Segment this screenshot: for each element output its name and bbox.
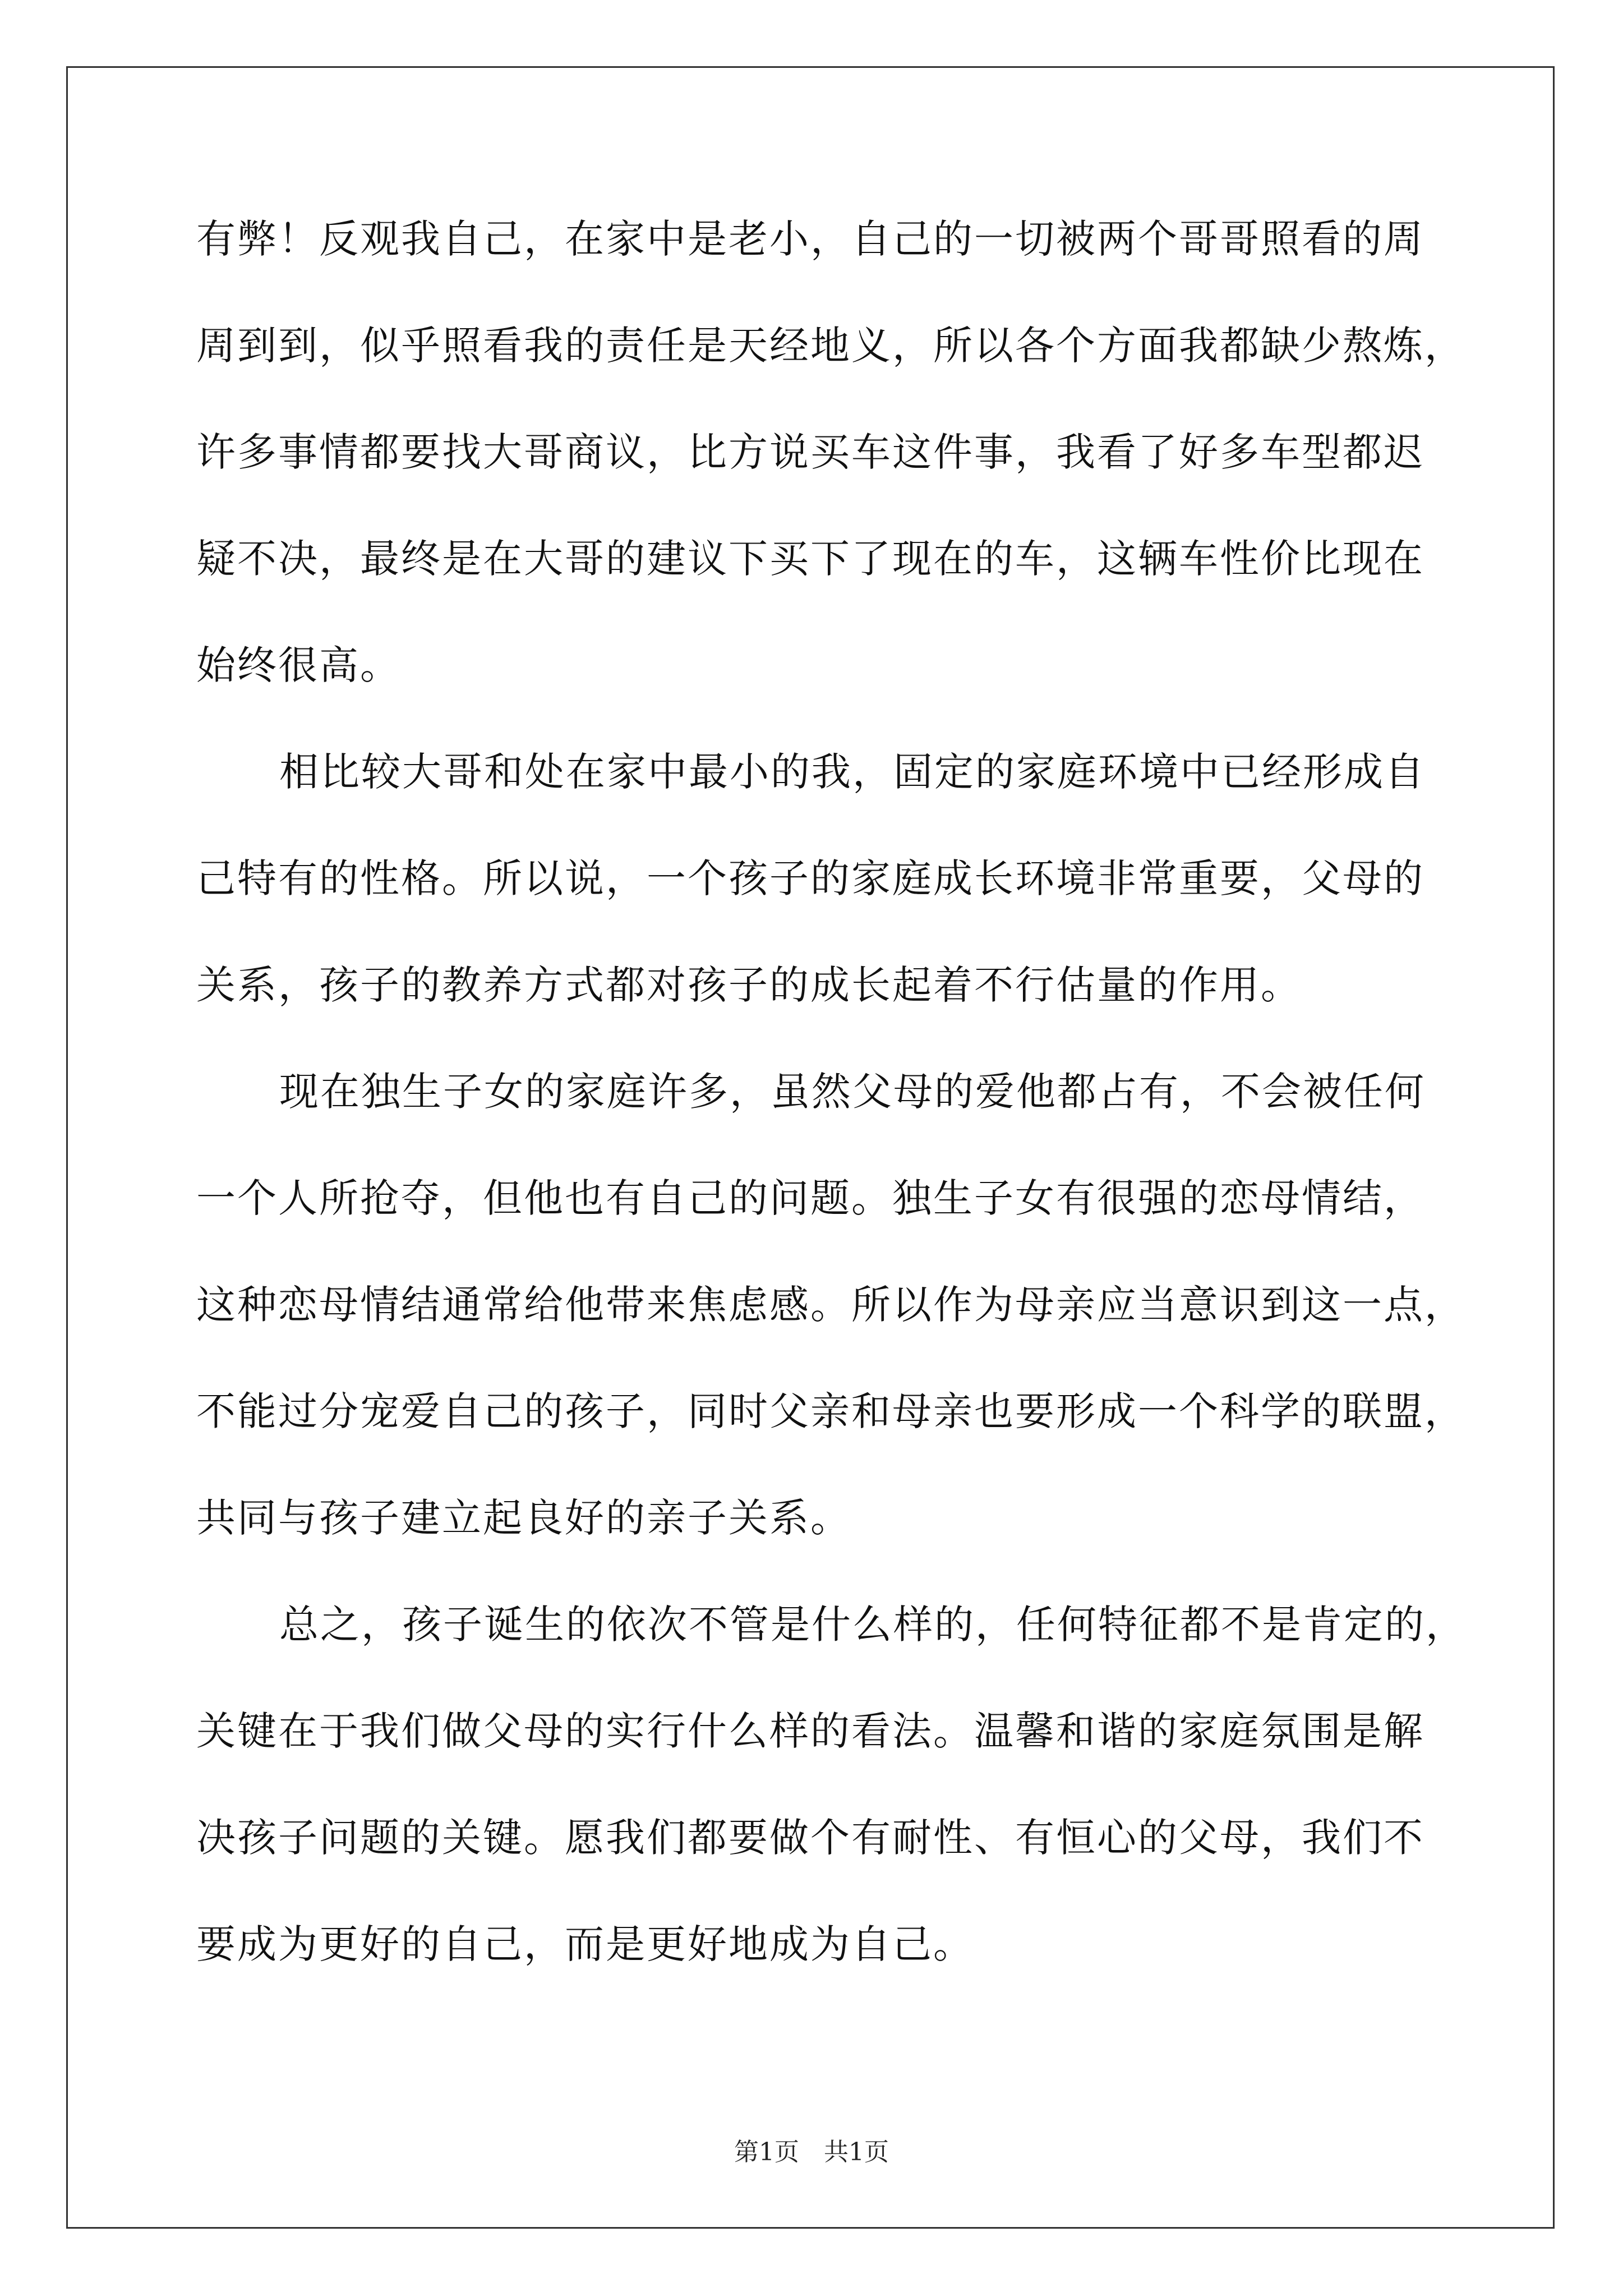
page-border — [66, 66, 1555, 2229]
text-line: 始终很高。 — [196, 642, 401, 688]
text-line: 己特有的性格。所以说，一个孩子的家庭成长环境非常重要，父母的 — [196, 855, 1424, 901]
text-line: 总之，孩子诞生的依次不管是什么样的，任何特征都不是肯定的， — [279, 1602, 1467, 1648]
text-line: 一个人所抢夺，但他也有自己的问题。独生子女有很强的恋母情结， — [196, 1175, 1424, 1221]
page-number-footer: 第1页 共1页 — [734, 2138, 889, 2166]
text-line: 有弊！反观我自己，在家中是老小，自己的一切被两个哥哥照看的周 — [196, 216, 1424, 262]
text-line: 决孩子问题的关键。愿我们都要做个有耐性、有恒心的父母，我们不 — [196, 1815, 1424, 1861]
text-line: 这种恋母情结通常给他带来焦虑感。所以作为母亲应当意识到这一点， — [196, 1282, 1465, 1328]
text-line: 周到到，似乎照看我的责任是天经地义，所以各个方面我都缺少熬炼， — [196, 323, 1465, 369]
text-line: 要成为更好的自己，而是更好地成为自己。 — [196, 1921, 974, 1967]
text-line: 共同与孩子建立起良好的亲子关系。 — [196, 1495, 851, 1541]
text-line: 相比较大哥和处在家中最小的我，固定的家庭环境中已经形成自 — [279, 749, 1426, 795]
text-line: 疑不决，最终是在大哥的建议下买下了现在的车，这辆车性价比现在 — [196, 536, 1424, 582]
text-line: 关键在于我们做父母的实行什么样的看法。温馨和谐的家庭氛围是解 — [196, 1708, 1424, 1754]
text-line: 关系，孩子的教养方式都对孩子的成长起着不行估量的作用。 — [196, 962, 1302, 1008]
text-line: 许多事情都要找大哥商议，比方说买车这件事，我看了好多车型都迟 — [196, 429, 1424, 475]
text-line: 不能过分宠爱自己的孩子，同时父亲和母亲也要形成一个科学的联盟， — [196, 1388, 1465, 1434]
text-line: 现在独生子女的家庭许多，虽然父母的爱他都占有，不会被任何 — [279, 1069, 1426, 1115]
